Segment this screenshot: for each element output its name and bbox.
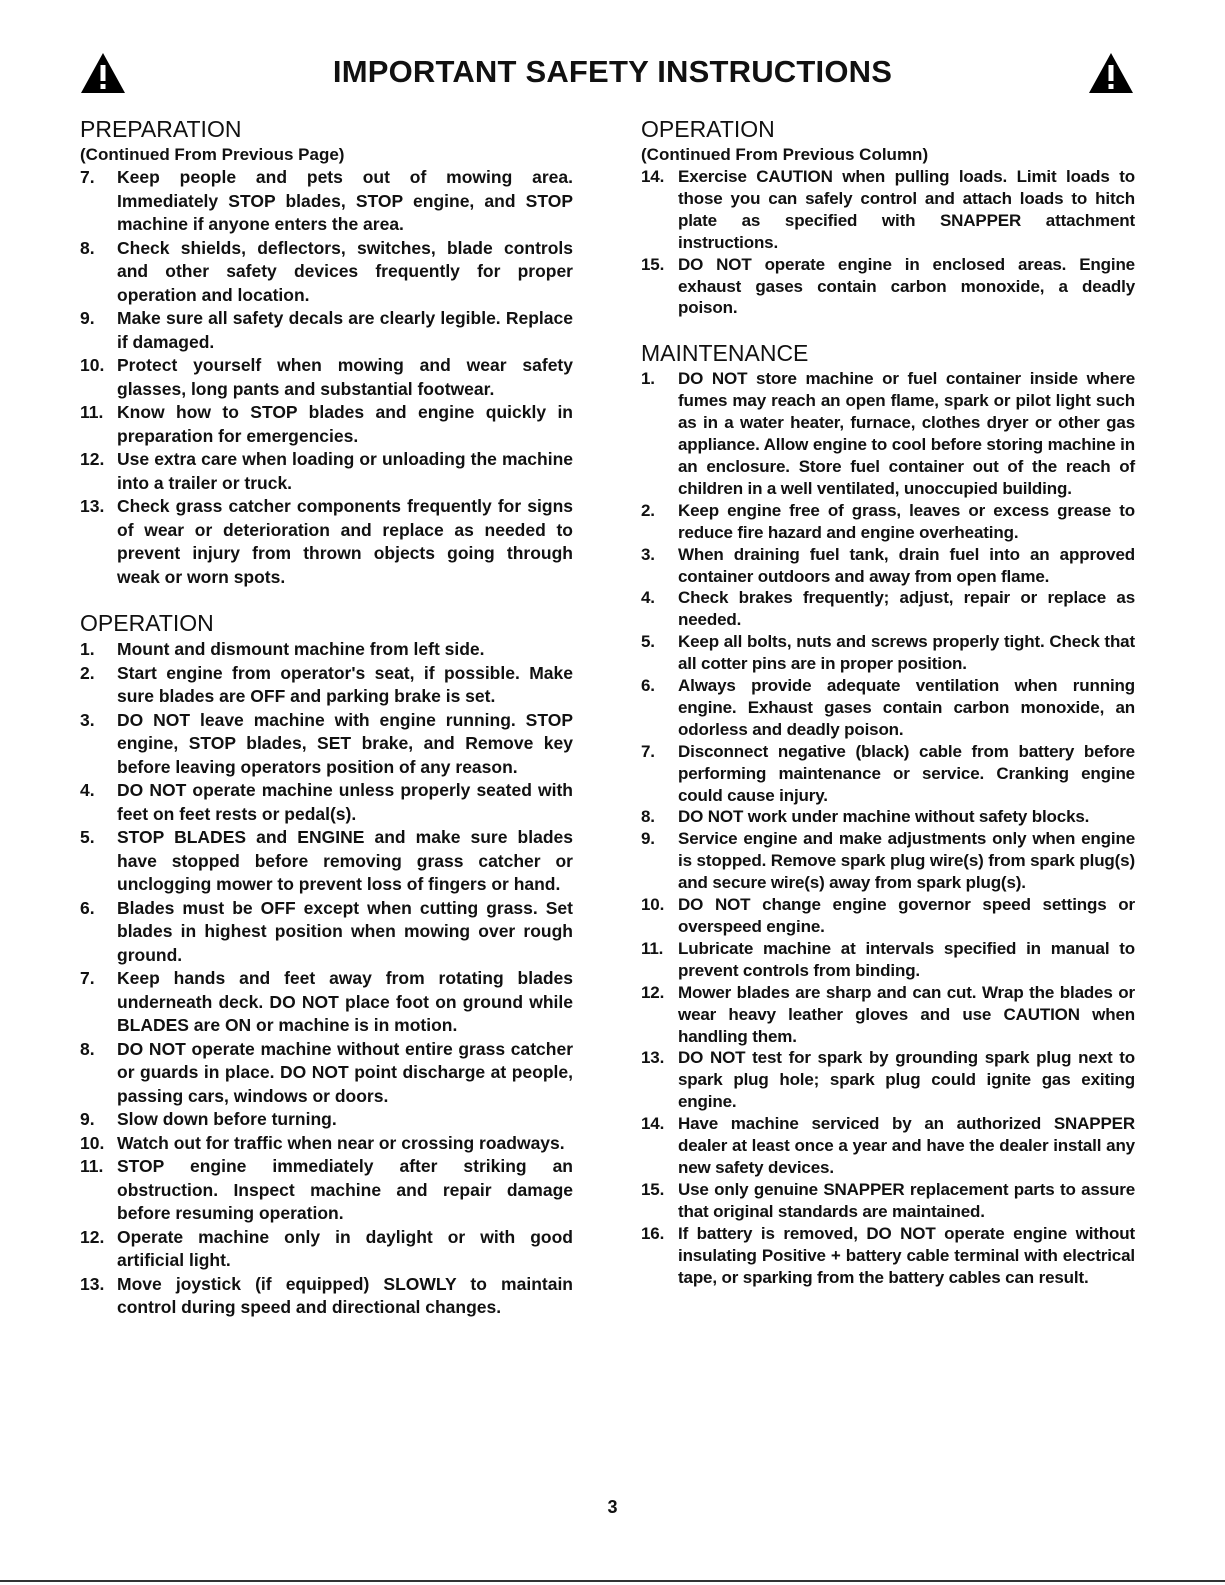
item-number: 7.: [80, 167, 95, 187]
list-item: [80, 1155, 573, 1226]
item-text: DO NOT leave machine with engine running. STOP engine, STOP blades, SET brake, and Remove key before leaving operators position of any reason.: [117, 709, 573, 777]
item-text: Mower blades are sharp and can cut. Wrap the blades or wear heavy leather gloves and use CAUTION when handling them.: [678, 982, 1135, 1046]
item-text: Slow down before turning.: [117, 1109, 337, 1129]
list-item: [641, 1047, 1135, 1113]
item-number: 15.: [641, 254, 665, 274]
item-text: DO NOT work under machine without safety blocks.: [678, 807, 1090, 827]
list-item: [80, 1226, 573, 1273]
item-text: DO NOT operate engine in enclosed areas. Engine exhaust gases contain carbon monoxide, a deadly poison.: [678, 254, 1135, 318]
list-item: [80, 638, 573, 662]
warning-triangle-icon: [1088, 52, 1134, 94]
list-item: [80, 401, 573, 448]
item-text: Make sure all safety decals are clearly legible. Replace if damaged.: [117, 308, 573, 352]
section-heading-preparation: PREPARATION: [80, 116, 242, 142]
list-item: [80, 448, 573, 495]
item-text: STOP BLADES and ENGINE and make sure blades have stopped before removing grass catcher or unclogging mower to prevent loss of fingers or hand.: [117, 827, 573, 894]
item-number: 15.: [641, 1179, 665, 1199]
item-text: Keep people and pets out of mowing area. Immediately STOP blades, STOP engine, and STOP machine if anyone enters the area.: [117, 167, 573, 234]
list-item: [80, 662, 573, 709]
list-item: [641, 828, 1135, 894]
item-text: Move joystick (if equipped) SLOWLY to maintain control during speed and directional changes.: [117, 1273, 573, 1317]
item-number: 12.: [80, 449, 105, 469]
item-text: Operate machine only in daylight or with good artificial light.: [117, 1226, 573, 1270]
list-item: [641, 1179, 1135, 1223]
item-number: 10.: [80, 1132, 105, 1153]
item-text: Always provide adequate ventilation when running engine. Exhaust gases contain carbon monoxide, an odorless and deadly poison.: [678, 676, 1135, 739]
item-text: Watch out for traffic when near or crossing roadways.: [117, 1132, 565, 1153]
bottom-divider: [0, 1580, 1225, 1582]
item-number: 5.: [641, 632, 655, 652]
item-number: 10.: [641, 895, 665, 915]
item-number: 3.: [80, 709, 95, 730]
list-item: [641, 1113, 1135, 1179]
operation-list: [80, 638, 573, 1320]
item-number: 11.: [80, 1156, 104, 1176]
list-item: [641, 500, 1135, 544]
item-number: 5.: [80, 827, 95, 847]
continued-note: (Continued From Previous Column): [641, 145, 929, 164]
list-item: [641, 587, 1135, 631]
list-item: [641, 741, 1135, 807]
item-number: 12.: [80, 1226, 105, 1247]
list-item: [80, 1273, 573, 1320]
item-text: DO NOT operate machine unless properly seated with feet on feet rests or pedal(s).: [117, 780, 573, 824]
item-text: Disconnect negative (black) cable from battery before performing maintenance or service. Cranking engine could cause injury.: [678, 741, 1135, 805]
list-item: [80, 1108, 573, 1132]
list-item: [641, 675, 1135, 741]
item-text: DO NOT change engine governor speed settings or overspeed engine.: [678, 895, 1135, 936]
list-item: [80, 779, 573, 826]
item-number: 9.: [80, 308, 95, 328]
operation-continued-list: [641, 166, 1135, 319]
list-item: [80, 709, 573, 780]
item-number: 4.: [641, 588, 655, 608]
list-item: [641, 806, 1135, 828]
list-item: [80, 237, 573, 308]
list-item: [641, 982, 1135, 1048]
page-title: IMPORTANT SAFETY INSTRUCTIONS: [332, 54, 893, 89]
item-text: Protect yourself when mowing and wear safety glasses, long pants and substantial footwear.: [117, 355, 573, 399]
section-heading-operation: OPERATION: [80, 610, 214, 636]
item-number: 2.: [80, 662, 95, 683]
list-item: [641, 938, 1135, 982]
item-number: 11.: [80, 402, 104, 422]
item-text: Mount and dismount machine from left side.: [117, 639, 485, 659]
item-text: If battery is removed, DO NOT operate engine without insulating Positive + battery cable terminal with electrical tape, or sparking from the battery cables can result.: [678, 1223, 1135, 1287]
list-item: [80, 897, 573, 968]
item-number: 1.: [80, 639, 95, 659]
item-number: 9.: [641, 829, 655, 849]
item-number: 13.: [80, 1273, 105, 1294]
item-number: 14.: [641, 167, 665, 186]
item-text: Start engine from operator's seat, if possible. Make sure blades are OFF and parking brake is set.: [117, 662, 573, 706]
item-number: 9.: [80, 1109, 95, 1129]
item-text: Have machine serviced by an authorized SNAPPER dealer at least once a year and have the dealer install any new safety devices.: [678, 1114, 1135, 1177]
item-text: Use extra care when loading or unloading the machine into a trailer or truck.: [117, 449, 573, 493]
list-item: [80, 967, 573, 1038]
list-item: [80, 495, 573, 589]
list-item: [641, 544, 1135, 588]
list-item: [641, 1223, 1135, 1289]
item-number: 7.: [641, 741, 655, 761]
item-number: 10.: [80, 355, 105, 375]
list-item: [80, 1132, 573, 1156]
item-number: 14.: [641, 1114, 665, 1134]
item-number: 3.: [641, 544, 655, 564]
item-text: DO NOT operate machine without entire grass catcher or guards in place. DO NOT point discharge at people, passing cars, windows or doors.: [117, 1038, 573, 1106]
item-number: 7.: [80, 968, 95, 988]
preparation-list: [80, 166, 573, 589]
page-header: [0, 52, 1225, 100]
item-text: Blades must be OFF except when cutting grass. Set blades in highest position when mowing over rough ground.: [117, 897, 573, 965]
item-text: Know how to STOP blades and engine quickly in preparation for emergencies.: [117, 402, 573, 446]
item-number: 4.: [80, 780, 95, 800]
list-item: [641, 166, 1135, 254]
list-item: [80, 307, 573, 354]
item-text: Exercise CAUTION when pulling loads. Limit loads to those you can safely control and attach loads to hitch plate as specified with SNAPPER attachment instructions.: [678, 167, 1135, 252]
list-item: [641, 368, 1135, 499]
item-number: 6.: [80, 897, 95, 918]
section-heading-operation-continued: OPERATION: [641, 116, 775, 142]
item-text: Keep engine free of grass, leaves or excess grease to reduce fire hazard and engine overheating.: [678, 500, 1135, 542]
continued-note: (Continued From Previous Page): [80, 145, 345, 164]
item-number: 6.: [641, 676, 655, 696]
item-text: DO NOT test for spark by grounding spark plug next to spark plug hole; spark plug could ignite gas exiting engine.: [678, 1048, 1135, 1112]
item-text: Use only genuine SNAPPER replacement parts to assure that original standards are maintained.: [678, 1179, 1135, 1221]
item-text: Lubricate machine at intervals specified in manual to prevent controls from binding.: [678, 938, 1135, 980]
item-text: Check brakes frequently; adjust, repair or replace as needed.: [678, 588, 1135, 630]
list-item: [80, 354, 573, 401]
item-number: 16.: [641, 1223, 665, 1243]
list-item: [80, 1038, 573, 1109]
list-item: [80, 826, 573, 897]
item-text: Keep hands and feet away from rotating blades underneath deck. DO NOT place foot on ground while BLADES are ON or machine is in motion.: [117, 968, 573, 1035]
section-heading-maintenance: MAINTENANCE: [641, 340, 809, 367]
item-number: 8.: [80, 237, 95, 258]
list-item: [641, 631, 1135, 675]
item-number: 8.: [80, 1038, 95, 1059]
page-number: 3: [607, 1497, 618, 1517]
list-item: [641, 894, 1135, 938]
item-text: Check grass catcher components frequently for signs of wear or deterioration and replace as needed to prevent injury from thrown objects going through weak or worn spots.: [117, 496, 573, 587]
item-number: 13.: [641, 1048, 665, 1068]
maintenance-list: [641, 368, 1135, 1288]
item-number: 11.: [641, 938, 664, 958]
item-text: Check shields, deflectors, switches, blade controls and other safety devices frequently for proper operation and location.: [117, 237, 573, 305]
left-column: [80, 114, 573, 1320]
list-item: [641, 254, 1135, 320]
item-number: 2.: [641, 500, 655, 520]
item-text: When draining fuel tank, drain fuel into an approved container outdoors and away from open flame.: [678, 544, 1135, 586]
list-item: [80, 166, 573, 237]
item-number: 12.: [641, 982, 665, 1002]
item-number: 1.: [641, 369, 655, 389]
item-text: Keep all bolts, nuts and screws properly tight. Check that all cotter pins are in proper position.: [678, 632, 1135, 674]
item-text: DO NOT store machine or fuel container inside where fumes may reach an open flame, spark or pilot light such as in a water heater, furnace, clothes dryer or other gas appliance. Allow engine to cool before storing machine in an enclosure. Store fuel container out of the reach of children in a well ventilated, unoccupied building.: [678, 369, 1135, 498]
item-number: 13.: [80, 496, 105, 516]
item-number: 8.: [641, 807, 655, 827]
item-text: STOP engine immediately after striking an obstruction. Inspect machine and repair damage before resuming operation.: [117, 1156, 573, 1223]
item-text: Service engine and make adjustments only when engine is stopped. Remove spark plug wire(s) from spark plug(s) and secure wire(s) away from spark plug(s).: [678, 829, 1135, 893]
right-column: [641, 114, 1135, 1288]
